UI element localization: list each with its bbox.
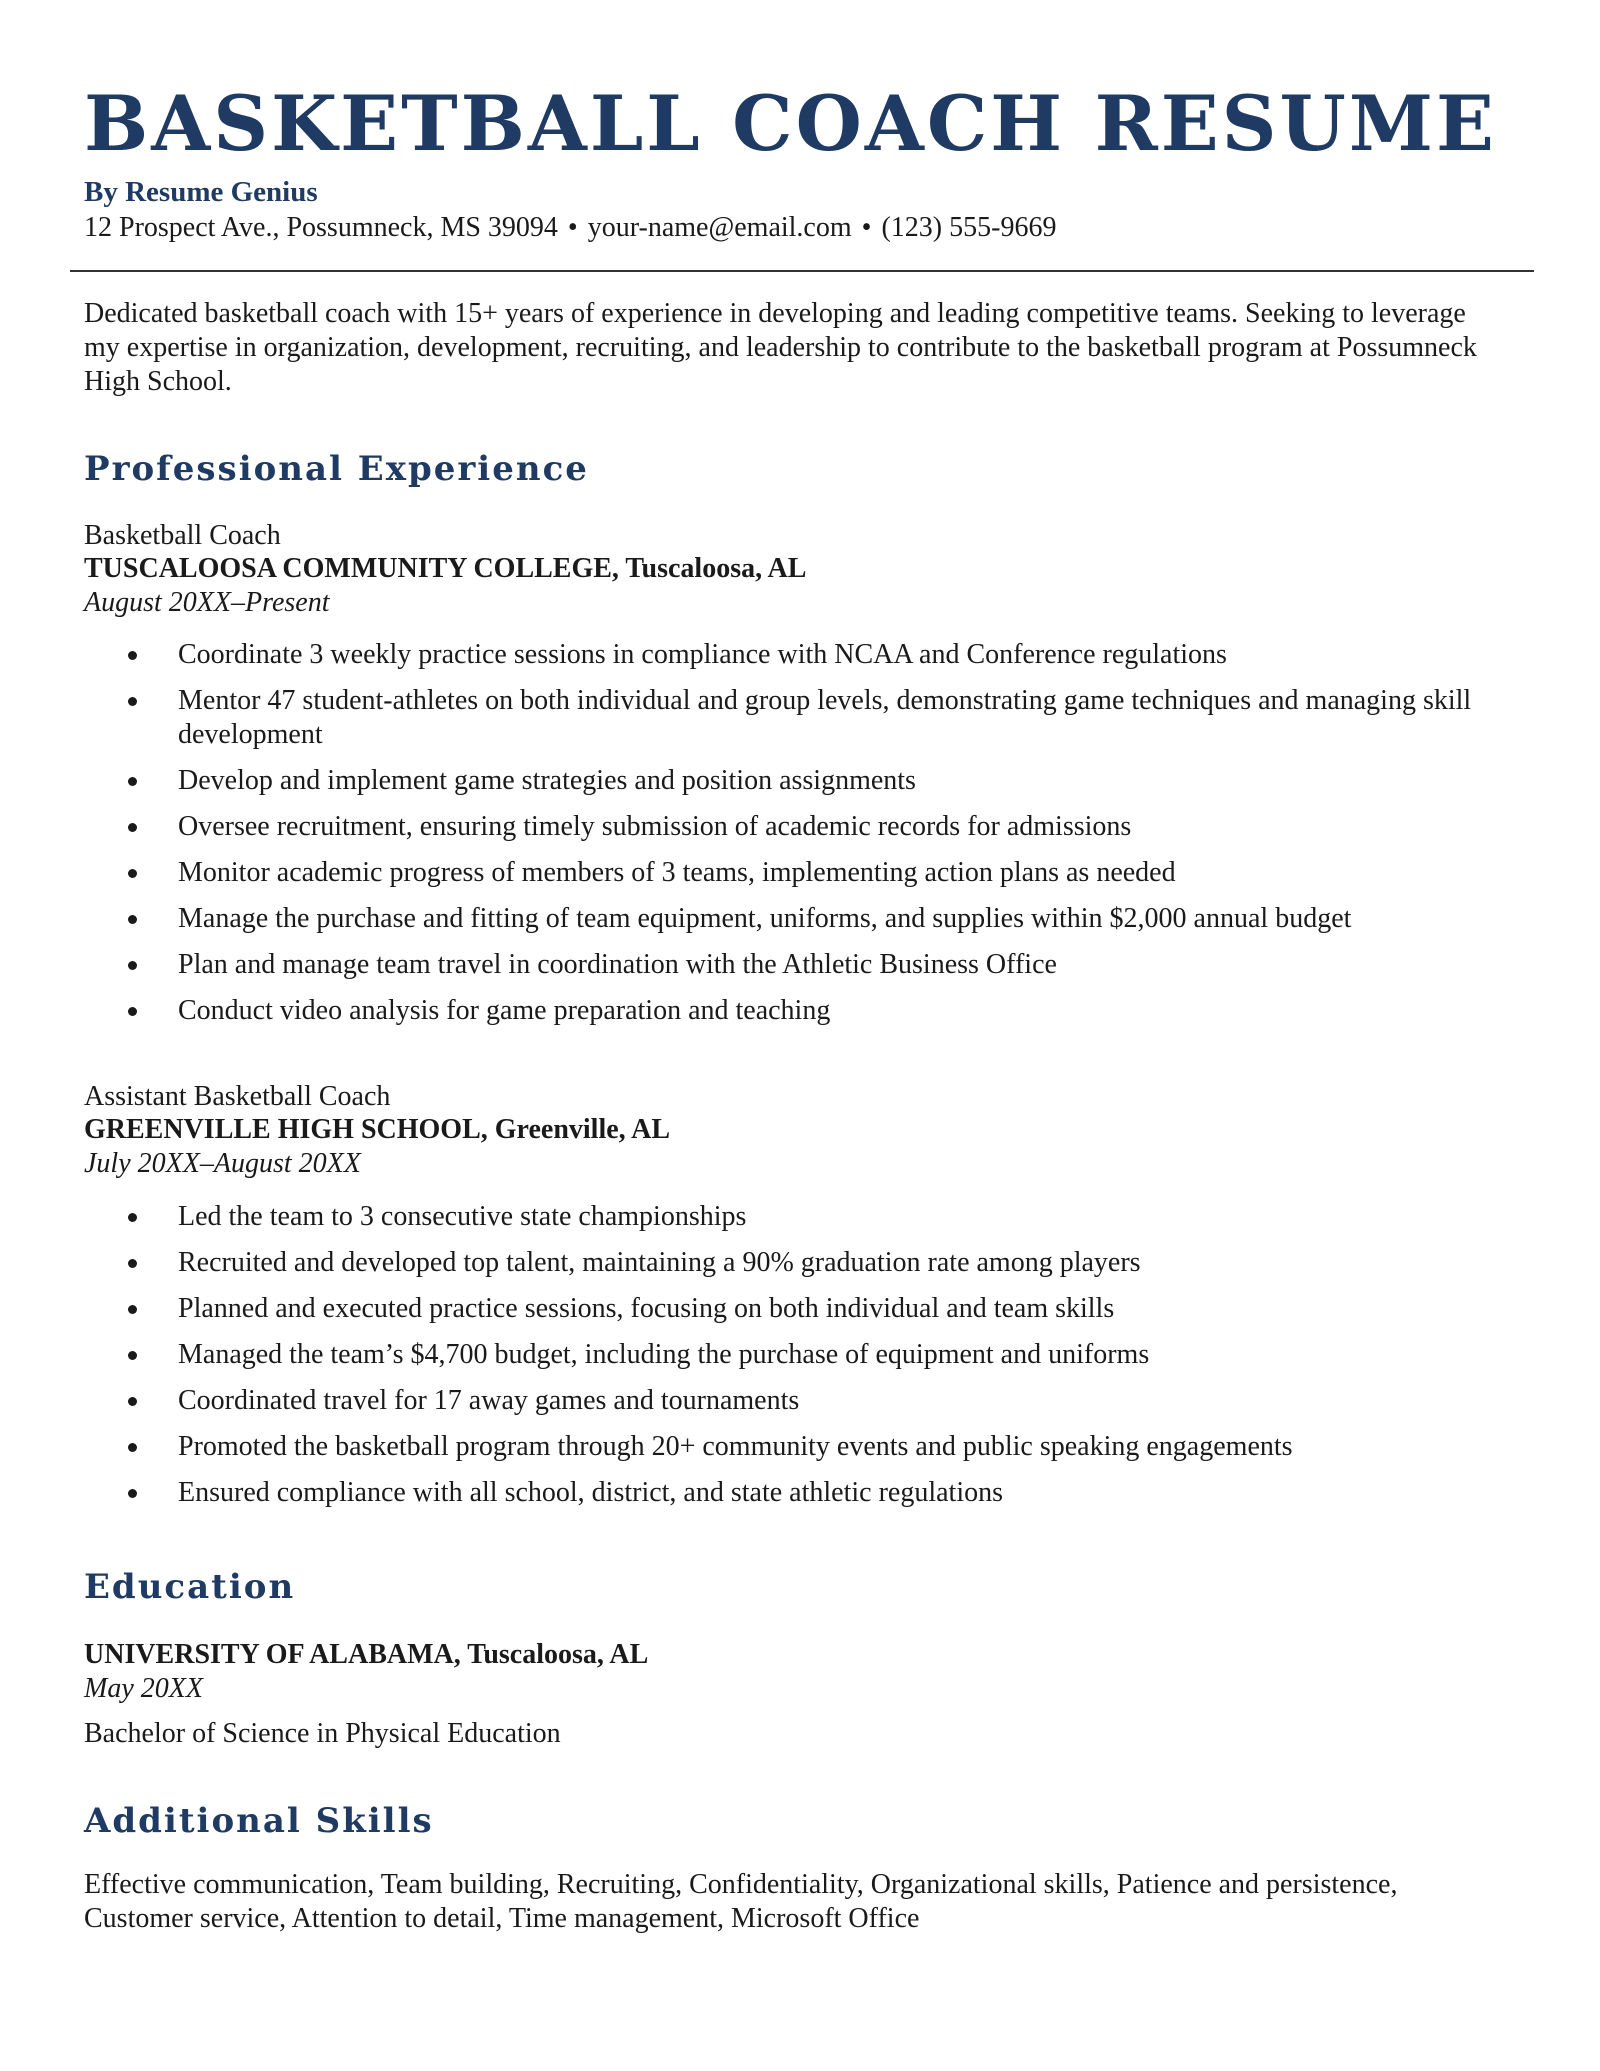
contact-phone: (123) 555-9669 bbox=[881, 212, 1057, 243]
contact-address: 12 Prospect Ave., Possumneck, MS 39094 bbox=[84, 212, 558, 243]
list-item bbox=[84, 1430, 1518, 1464]
degree: Bachelor of Science in Physical Education bbox=[84, 1718, 561, 1749]
job-bullet-list bbox=[84, 638, 1524, 1028]
summary-paragraph: Dedicated basketball coach with 15+ years of experience in developing and leading competitive teams. Seeking to leverage my expertise in organization, development, recruiting, and leadership to contribute to the basketball program at Possumneck High School. bbox=[84, 298, 1477, 397]
bullet-dot bbox=[128, 1489, 137, 1498]
list-item bbox=[84, 1292, 1518, 1326]
resume-title: BASKETBALL COACH RESUME bbox=[84, 79, 1497, 168]
bullet-dot bbox=[128, 651, 137, 660]
job-dates: August 20XX–Present bbox=[84, 587, 330, 618]
bullet-dot bbox=[128, 1213, 137, 1222]
bullet-text: Coordinated travel for 17 away games and tournaments bbox=[178, 1385, 800, 1416]
job-entry bbox=[84, 1080, 1524, 1522]
resume-header bbox=[84, 78, 1524, 246]
list-item bbox=[84, 1200, 1518, 1234]
job-dates: July 20XX–August 20XX bbox=[84, 1148, 361, 1179]
list-item bbox=[84, 902, 1518, 936]
bullet-dot bbox=[128, 915, 137, 924]
list-item bbox=[84, 638, 1518, 672]
bullet-text: Monitor academic progress of members of 3 teams, implementing action plans as needed bbox=[178, 857, 1176, 888]
bullet-dot bbox=[128, 1443, 137, 1452]
list-item bbox=[84, 1476, 1518, 1510]
header-divider bbox=[70, 270, 1534, 272]
list-item bbox=[84, 994, 1518, 1028]
bullet-dot bbox=[128, 1007, 137, 1016]
job-title: Basketball Coach bbox=[84, 520, 281, 551]
list-item bbox=[84, 810, 1518, 844]
bullet-dot bbox=[128, 1259, 137, 1268]
job-organization: TUSCALOOSA COMMUNITY COLLEGE, Tuscaloosa, AL bbox=[84, 553, 807, 584]
bullet-dot bbox=[128, 777, 137, 786]
bullet-dot bbox=[128, 1305, 137, 1314]
bullet-dot bbox=[128, 823, 137, 832]
list-item bbox=[84, 1246, 1518, 1280]
school-name: UNIVERSITY OF ALABAMA, Tuscaloosa, AL bbox=[84, 1639, 649, 1670]
contact-separator: • bbox=[861, 212, 872, 243]
bullet-dot bbox=[128, 869, 137, 878]
list-item bbox=[84, 764, 1518, 798]
list-item bbox=[84, 948, 1518, 982]
bullet-text: Led the team to 3 consecutive state championships bbox=[178, 1201, 747, 1232]
list-item bbox=[84, 1338, 1518, 1372]
skills-text: Effective communication, Team building, Recruiting, Confidentiality, Organizational skills, Patience and persistence, Customer service, Attention to detail, Time management, Microsoft Office bbox=[84, 1869, 1398, 1934]
section-heading-education: Education bbox=[84, 1567, 296, 1607]
bullet-dot bbox=[128, 961, 137, 970]
bullet-text: Oversee recruitment, ensuring timely submission of academic records for admissions bbox=[178, 811, 1132, 842]
bullet-text: Plan and manage team travel in coordination with the Athletic Business Office bbox=[178, 949, 1057, 980]
bullet-dot bbox=[128, 697, 137, 706]
contact-email: your-name@email.com bbox=[587, 212, 852, 243]
bullet-text: Develop and implement game strategies and position assignments bbox=[178, 765, 916, 796]
list-item bbox=[84, 856, 1518, 890]
section-heading-experience: Professional Experience bbox=[84, 449, 589, 489]
bullet-dot bbox=[128, 1351, 137, 1360]
bullet-text: Conduct video analysis for game preparation and teaching bbox=[178, 995, 831, 1026]
job-bullet-list bbox=[84, 1200, 1524, 1510]
bullet-text: Recruited and developed top talent, maintaining a 90% graduation rate among players bbox=[178, 1247, 1141, 1278]
byline: By Resume Genius bbox=[84, 176, 318, 208]
job-title: Assistant Basketball Coach bbox=[84, 1081, 391, 1112]
bullet-text: Manage the purchase and fitting of team equipment, uniforms, and supplies within $2,000 annual budget bbox=[178, 903, 1352, 934]
job-entry bbox=[84, 519, 1524, 1040]
section-heading-skills: Additional Skills bbox=[84, 1801, 434, 1841]
list-item bbox=[84, 1384, 1518, 1418]
education-dates: May 20XX bbox=[84, 1673, 203, 1704]
bullet-dot bbox=[128, 1397, 137, 1406]
bullet-text: Coordinate 3 weekly practice sessions in compliance with NCAA and Conference regulations bbox=[178, 639, 1227, 670]
list-item bbox=[84, 684, 1518, 752]
contact-separator: • bbox=[567, 212, 578, 243]
bullet-text: Promoted the basketball program through 20+ community events and public speaking engagements bbox=[178, 1431, 1293, 1462]
job-organization: GREENVILLE HIGH SCHOOL, Greenville, AL bbox=[84, 1114, 671, 1145]
bullet-text: Managed the team’s $4,700 budget, including the purchase of equipment and uniforms bbox=[178, 1339, 1150, 1370]
bullet-text: Planned and executed practice sessions, focusing on both individual and team skills bbox=[178, 1293, 1115, 1324]
education-entry bbox=[84, 1638, 1524, 1751]
contact-line bbox=[84, 210, 1524, 246]
bullet-text: Mentor 47 student-athletes on both individual and group levels, demonstrating game techniques and managing skill development bbox=[178, 685, 1472, 750]
bullet-text: Ensured compliance with all school, district, and state athletic regulations bbox=[178, 1477, 1003, 1508]
